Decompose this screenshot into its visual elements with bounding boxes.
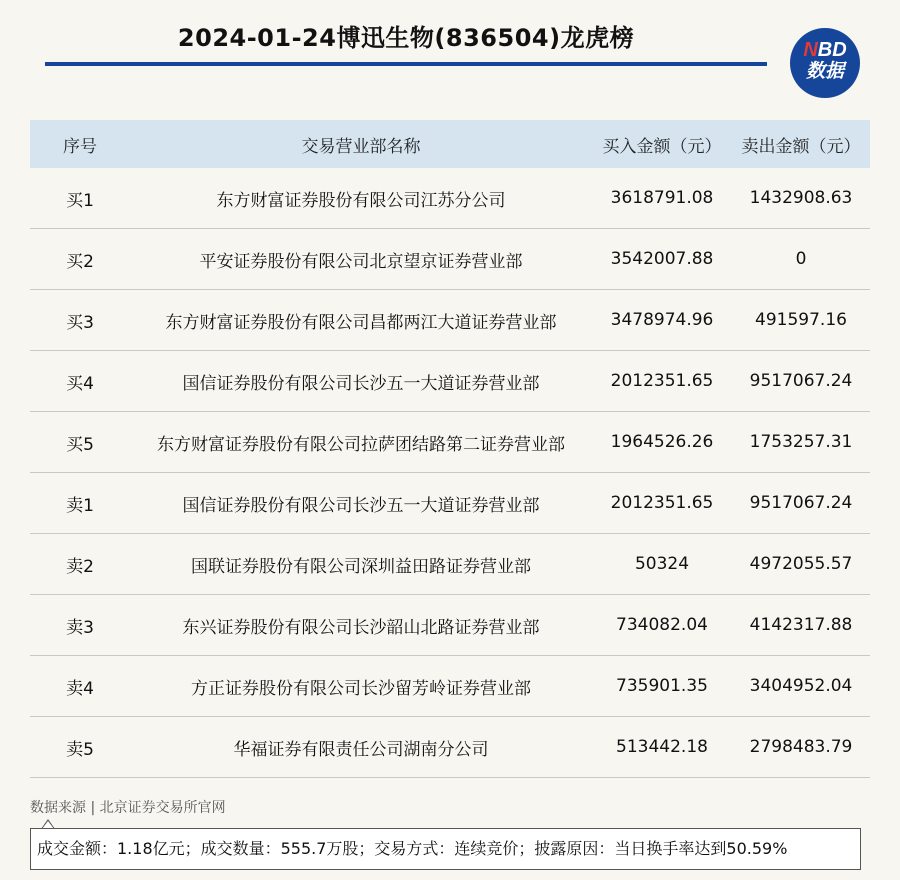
row-buy-amount: 3542007.88 [592, 229, 732, 290]
row-buy-amount: 735901.35 [592, 656, 732, 717]
row-branch-name: 东兴证券股份有限公司长沙韶山北路证券营业部 [130, 595, 592, 656]
row-branch-name: 国信证券股份有限公司长沙五一大道证券营业部 [130, 473, 592, 534]
table-row [30, 656, 870, 717]
header-branch-name: 交易营业部名称 [130, 120, 592, 168]
table-row [30, 168, 870, 229]
logo-bd: BD [817, 39, 847, 61]
logo-line2: 数据 [805, 61, 844, 82]
row-sell-amount: 0 [732, 229, 870, 290]
row-sell-amount: 4142317.88 [732, 595, 870, 656]
row-branch-name: 国信证券股份有限公司长沙五一大道证券营业部 [130, 351, 592, 412]
row-branch-name: 方正证券股份有限公司长沙留芳岭证券营业部 [130, 656, 592, 717]
row-sell-amount: 1432908.63 [732, 168, 870, 229]
row-seq: 卖5 [30, 717, 130, 778]
header-buy-amount: 买入金额（元） [592, 120, 732, 168]
trade-summary-note: 成交金额：1.18亿元；成交数量：555.7万股；交易方式：连续竞价；披露原因：当日换手率达到50.59% [30, 828, 861, 870]
row-buy-amount: 734082.04 [592, 595, 732, 656]
row-buy-amount: 3618791.08 [592, 168, 732, 229]
logo-n: N [803, 39, 818, 61]
table-row [30, 351, 870, 412]
row-branch-name: 华福证券有限责任公司湖南分公司 [130, 717, 592, 778]
row-buy-amount: 3478974.96 [592, 290, 732, 351]
row-seq: 卖1 [30, 473, 130, 534]
row-branch-name: 国联证券股份有限公司深圳益田路证券营业部 [130, 534, 592, 595]
logo-line1 [790, 39, 860, 61]
page-title: 2024-01-24博迅生物(836504)龙虎榜 [177, 24, 635, 52]
title-underline [45, 62, 767, 66]
row-buy-amount: 50324 [592, 534, 732, 595]
data-source-caption: 数据来源 | 北京证券交易所官网 [30, 800, 226, 816]
row-sell-amount: 4972055.57 [732, 534, 870, 595]
row-buy-amount: 2012351.65 [592, 473, 732, 534]
row-sell-amount: 491597.16 [732, 290, 870, 351]
table-row [30, 717, 870, 778]
row-seq: 卖2 [30, 534, 130, 595]
row-branch-name: 平安证券股份有限公司北京望京证券营业部 [130, 229, 592, 290]
row-sell-amount: 9517067.24 [732, 473, 870, 534]
dragon-tiger-table [30, 120, 870, 778]
header-seq: 序号 [30, 120, 130, 168]
row-branch-name: 东方财富证券股份有限公司江苏分公司 [130, 168, 592, 229]
row-seq: 买1 [30, 168, 130, 229]
row-branch-name: 东方财富证券股份有限公司昌都两江大道证券营业部 [130, 290, 592, 351]
row-sell-amount: 3404952.04 [732, 656, 870, 717]
row-seq: 买4 [30, 351, 130, 412]
row-buy-amount: 513442.18 [592, 717, 732, 778]
table-header-row [30, 120, 870, 168]
row-seq: 卖3 [30, 595, 130, 656]
row-sell-amount: 1753257.31 [732, 412, 870, 473]
row-branch-name: 东方财富证券股份有限公司拉萨团结路第二证券营业部 [130, 412, 592, 473]
nbd-data-logo [790, 28, 860, 98]
row-buy-amount: 2012351.65 [592, 351, 732, 412]
row-seq: 买3 [30, 290, 130, 351]
row-sell-amount: 2798483.79 [732, 717, 870, 778]
row-buy-amount: 1964526.26 [592, 412, 732, 473]
row-seq: 买2 [30, 229, 130, 290]
table-row [30, 229, 870, 290]
row-seq: 买5 [30, 412, 130, 473]
table-row [30, 534, 870, 595]
row-seq: 卖4 [30, 656, 130, 717]
table-row [30, 412, 870, 473]
table-row [30, 290, 870, 351]
row-sell-amount: 9517067.24 [732, 351, 870, 412]
table-row [30, 473, 870, 534]
header-sell-amount: 卖出金额（元） [732, 120, 870, 168]
table-row [30, 595, 870, 656]
